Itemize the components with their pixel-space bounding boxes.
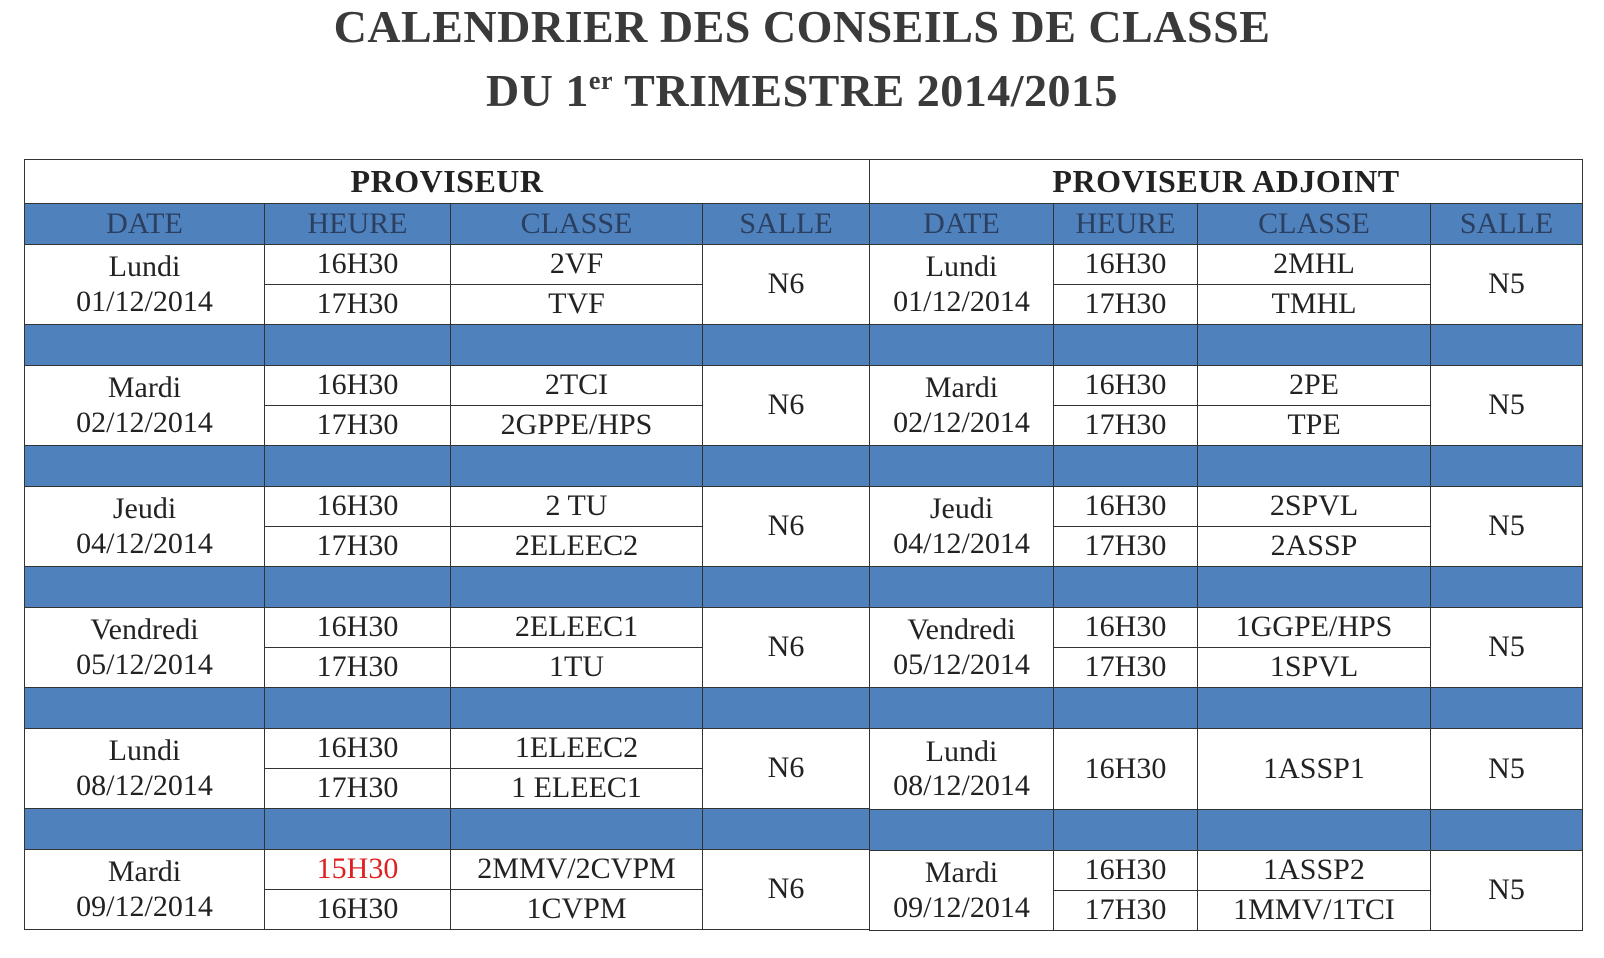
classe-cell: 1GGPE/HPS [1198,608,1431,648]
heure-cell: 16H30 [265,890,451,930]
classe-cell: 1MMV/1TCI [1198,891,1431,931]
heure-cell: 17H30 [1054,285,1198,325]
column-header-date: DATE [870,204,1054,245]
classe-cell: 2ELEEC1 [451,608,703,648]
day-name: Jeudi [112,492,177,525]
date-cell [870,366,1054,446]
separator-cell [25,688,265,729]
heure-cell: 16H30 [265,608,451,648]
salle-cell: N6 [703,608,870,688]
heure-cell: 17H30 [1054,527,1198,567]
separator-cell [1054,446,1198,487]
date-cell [25,729,265,809]
date-cell [25,608,265,688]
day-name: Mardi [924,856,999,889]
separator-row [25,567,870,608]
table-row [25,366,870,406]
classe-cell: 1SPVL [1198,648,1431,688]
salle-cell: N6 [703,850,870,930]
table-row [870,729,1583,810]
separator-cell [1431,325,1583,366]
table-row [25,608,870,648]
day-name: Mardi [107,855,182,888]
table-row [870,608,1583,648]
separator-cell [451,809,703,850]
proviseur-adjoint-table [869,159,1583,931]
salle-cell: N6 [703,366,870,446]
classe-cell: 1CVPM [451,890,703,930]
separator-cell [265,567,451,608]
heure-cell: 16H30 [1054,729,1198,810]
section-header-row [870,160,1583,204]
separator-row [25,688,870,729]
separator-cell [703,446,870,487]
date-value: 08/12/2014 [76,768,213,802]
separator-cell [870,446,1054,487]
date-cell [25,487,265,567]
date-value: 02/12/2014 [76,405,213,439]
salle-cell: N6 [703,245,870,325]
table-row [870,245,1583,285]
date-cell [25,245,265,325]
date-value: 01/12/2014 [893,284,1030,318]
heure-cell: 16H30 [1054,366,1198,406]
day-name: Lundi [108,250,181,283]
separator-cell [1054,688,1198,729]
section-header-row [25,160,870,204]
table-row [870,851,1583,891]
day-name: Lundi [925,250,998,283]
separator-cell [451,567,703,608]
column-header-heure: HEURE [265,204,451,245]
date-value: 01/12/2014 [76,284,213,318]
separator-cell [870,688,1054,729]
date-value: 05/12/2014 [76,647,213,681]
date-value: 09/12/2014 [76,889,213,923]
column-header-heure: HEURE [1054,204,1198,245]
heure-cell: 16H30 [265,245,451,285]
separator-cell [703,809,870,850]
classe-cell: 1ASSP2 [1198,851,1431,891]
table-row [25,850,870,890]
salle-cell: N6 [703,487,870,567]
salle-cell: N5 [1431,851,1583,931]
separator-row [870,688,1583,729]
column-header-row [25,204,870,245]
column-header-classe: CLASSE [451,204,703,245]
classe-cell: TPE [1198,406,1431,446]
separator-cell [25,809,265,850]
heure-cell: 16H30 [1054,487,1198,527]
separator-cell [451,688,703,729]
salle-cell: N6 [703,729,870,809]
section-heading: PROVISEUR [25,160,870,204]
table-row [25,729,870,769]
column-header-date: DATE [25,204,265,245]
day-name: Vendredi [90,613,199,646]
separator-cell [1198,688,1431,729]
separator-cell [703,688,870,729]
salle-cell: N5 [1431,608,1583,688]
column-header-salle: SALLE [703,204,870,245]
classe-cell: 2MMV/2CVPM [451,850,703,890]
day-name: Mardi [924,371,999,404]
heure-cell: 15H30 [265,850,451,890]
column-header-classe: CLASSE [1198,204,1431,245]
table-row [870,487,1583,527]
separator-cell [870,567,1054,608]
separator-row [870,810,1583,851]
heure-cell: 17H30 [265,769,451,809]
separator-cell [1431,446,1583,487]
classe-cell: 1ELEEC2 [451,729,703,769]
table-row [25,487,870,527]
separator-cell [1198,810,1431,851]
classe-cell: 2ASSP [1198,527,1431,567]
heure-cell: 17H30 [1054,891,1198,931]
separator-cell [25,446,265,487]
day-name: Mardi [107,371,182,404]
separator-cell [265,688,451,729]
classe-cell: 2PE [1198,366,1431,406]
separator-cell [265,809,451,850]
heure-cell: 17H30 [1054,648,1198,688]
heure-cell: 16H30 [1054,851,1198,891]
separator-cell [1198,325,1431,366]
separator-cell [265,325,451,366]
table-row [870,366,1583,406]
date-cell [870,487,1054,567]
date-cell [870,729,1054,810]
separator-cell [1054,810,1198,851]
separator-cell [451,325,703,366]
classe-cell: 1ASSP1 [1198,729,1431,810]
separator-cell [25,325,265,366]
separator-row [870,325,1583,366]
separator-row [25,446,870,487]
separator-cell [703,567,870,608]
classe-cell: 2 TU [451,487,703,527]
section-heading: PROVISEUR ADJOINT [870,160,1583,204]
subtitle-suffix: TRIMESTRE 2014/2015 [613,65,1119,116]
heure-cell: 16H30 [265,366,451,406]
heure-cell: 17H30 [1054,406,1198,446]
separator-row [870,567,1583,608]
classe-cell: 2SPVL [1198,487,1431,527]
separator-cell [25,567,265,608]
salle-cell: N5 [1431,245,1583,325]
date-cell [870,245,1054,325]
subtitle-superscript: er [588,66,613,95]
date-cell [25,850,265,930]
classe-cell: TVF [451,285,703,325]
date-value: 02/12/2014 [893,405,1030,439]
subtitle-prefix: DU 1 [485,65,589,116]
date-cell [25,366,265,446]
classe-cell: 1TU [451,648,703,688]
classe-cell: 2TCI [451,366,703,406]
date-value: 05/12/2014 [893,647,1030,681]
heure-cell: 16H30 [265,487,451,527]
column-header-salle: SALLE [1431,204,1583,245]
proviseur-table [24,159,870,930]
heure-cell: 16H30 [265,729,451,769]
date-value: 04/12/2014 [76,526,213,560]
heure-cell: 17H30 [265,648,451,688]
separator-cell [1431,688,1583,729]
day-name: Lundi [925,734,998,768]
day-name: Lundi [108,734,181,767]
separator-row [25,325,870,366]
page-title: CALENDRIER DES CONSEILS DE CLASSE [333,1,1271,52]
separator-cell [1054,325,1198,366]
separator-row [870,446,1583,487]
separator-cell [265,446,451,487]
heure-cell: 17H30 [265,527,451,567]
heure-cell: 17H30 [265,406,451,446]
separator-cell [1198,446,1431,487]
heure-cell: 17H30 [265,285,451,325]
page-subtitle [0,64,1604,117]
separator-cell [870,325,1054,366]
classe-cell: 2MHL [1198,245,1431,285]
classe-cell: 2ELEEC2 [451,527,703,567]
salle-cell: N5 [1431,366,1583,446]
separator-cell [1054,567,1198,608]
date-cell [870,851,1054,931]
day-name: Vendredi [907,613,1016,646]
separator-cell [1198,567,1431,608]
date-value: 08/12/2014 [893,769,1030,802]
heure-cell: 16H30 [1054,245,1198,285]
separator-cell [451,446,703,487]
classe-cell: TMHL [1198,285,1431,325]
classe-cell: 2VF [451,245,703,285]
salle-cell: N5 [1431,487,1583,567]
heure-cell: 16H30 [1054,608,1198,648]
separator-cell [870,810,1054,851]
separator-cell [1431,810,1583,851]
separator-row [25,809,870,850]
column-header-row [870,204,1583,245]
table-row [25,245,870,285]
date-cell [870,608,1054,688]
salle-cell: N5 [1431,729,1583,810]
separator-cell [1431,567,1583,608]
date-value: 04/12/2014 [893,526,1030,560]
date-value: 09/12/2014 [893,890,1030,924]
separator-cell [703,325,870,366]
classe-cell: 2GPPE/HPS [451,406,703,446]
day-name: Jeudi [929,492,994,525]
classe-cell: 1 ELEEC1 [451,769,703,809]
